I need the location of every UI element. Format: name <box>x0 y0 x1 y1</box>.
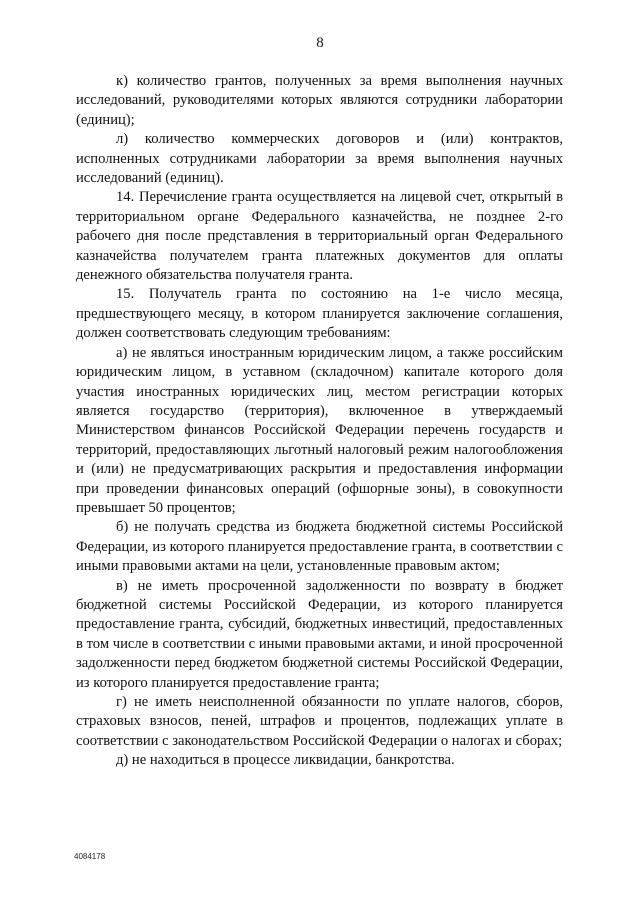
paragraph-14: 14. Перечисление гранта осуществляется на лицевой счет, открытый в территориальном органе Федерального казначейства, не позднее 2-го рабочего дня после представления в территориальный орган Федерального казначейства получателем гранта платежных документов для оплаты денежного обязательства получателя гранта. <box>76 189 563 284</box>
paragraph-a: а) не являться иностранным юридическим лицом, а также российским юридическим лицом, в уставном (складочном) капитале которого доля участия иностранных юридических лиц, местом регистрации которых является государство (территория), включенное в утверждаемый Министерством финансов Российской Федерации перечень государств и территорий, предоставляющих льготный налоговый режим налогообложения и (или) не предусматривающих раскрытия и предоставления информации при проведении финансовых операций (офшорные зоны), в совокупности превышает 50 процентов; <box>76 344 563 516</box>
document-code: 4084178 <box>74 852 106 861</box>
page-number: 8 <box>316 35 324 51</box>
document-body <box>76 72 563 771</box>
paragraph-l: л) количество коммерческих договоров и (или) контрактов, исполненных сотрудниками лаборатории за время выполнения научных исследований (единиц). <box>76 131 563 187</box>
paragraph-b: б) не получать средства из бюджета бюджетной системы Российской Федерации, из которого планируется предоставление гранта, в соответствии с иными правовыми актами на цели, установленные правовым актом; <box>76 519 563 575</box>
paragraph-k: к) количество грантов, полученных за время выполнения научных исследований, руководителями которых являются сотрудники лаборатории (единиц); <box>76 73 563 128</box>
paragraph-15: 15. Получатель гранта по состоянию на 1-е число месяца, предшествующего месяцу, в котором планируется заключение соглашения, должен соответствовать следующим требованиям: <box>76 286 563 342</box>
paragraph-d: д) не находиться в процессе ликвидации, банкротства. <box>116 752 455 769</box>
paragraph-g: г) не иметь неисполненной обязанности по уплате налогов, сборов, страховых взносов, пеней, штрафов и процентов, подлежащих уплате в соответствии с законодательством Российской Федерации о налогах и сборах; <box>76 694 563 749</box>
paragraph-v: в) не иметь просроченной задолженности по возврату в бюджет бюджетной системы Российской Федерации, из которого планируется предоставление гранта, субсидий, бюджетных инвестиций, предоставленных в том числе в соответствии с иными правовыми актами, и иной просроченной задолженности перед бюджетом бюджетной системы Российской Федерации, из которого планируется предоставление гранта; <box>76 577 563 691</box>
